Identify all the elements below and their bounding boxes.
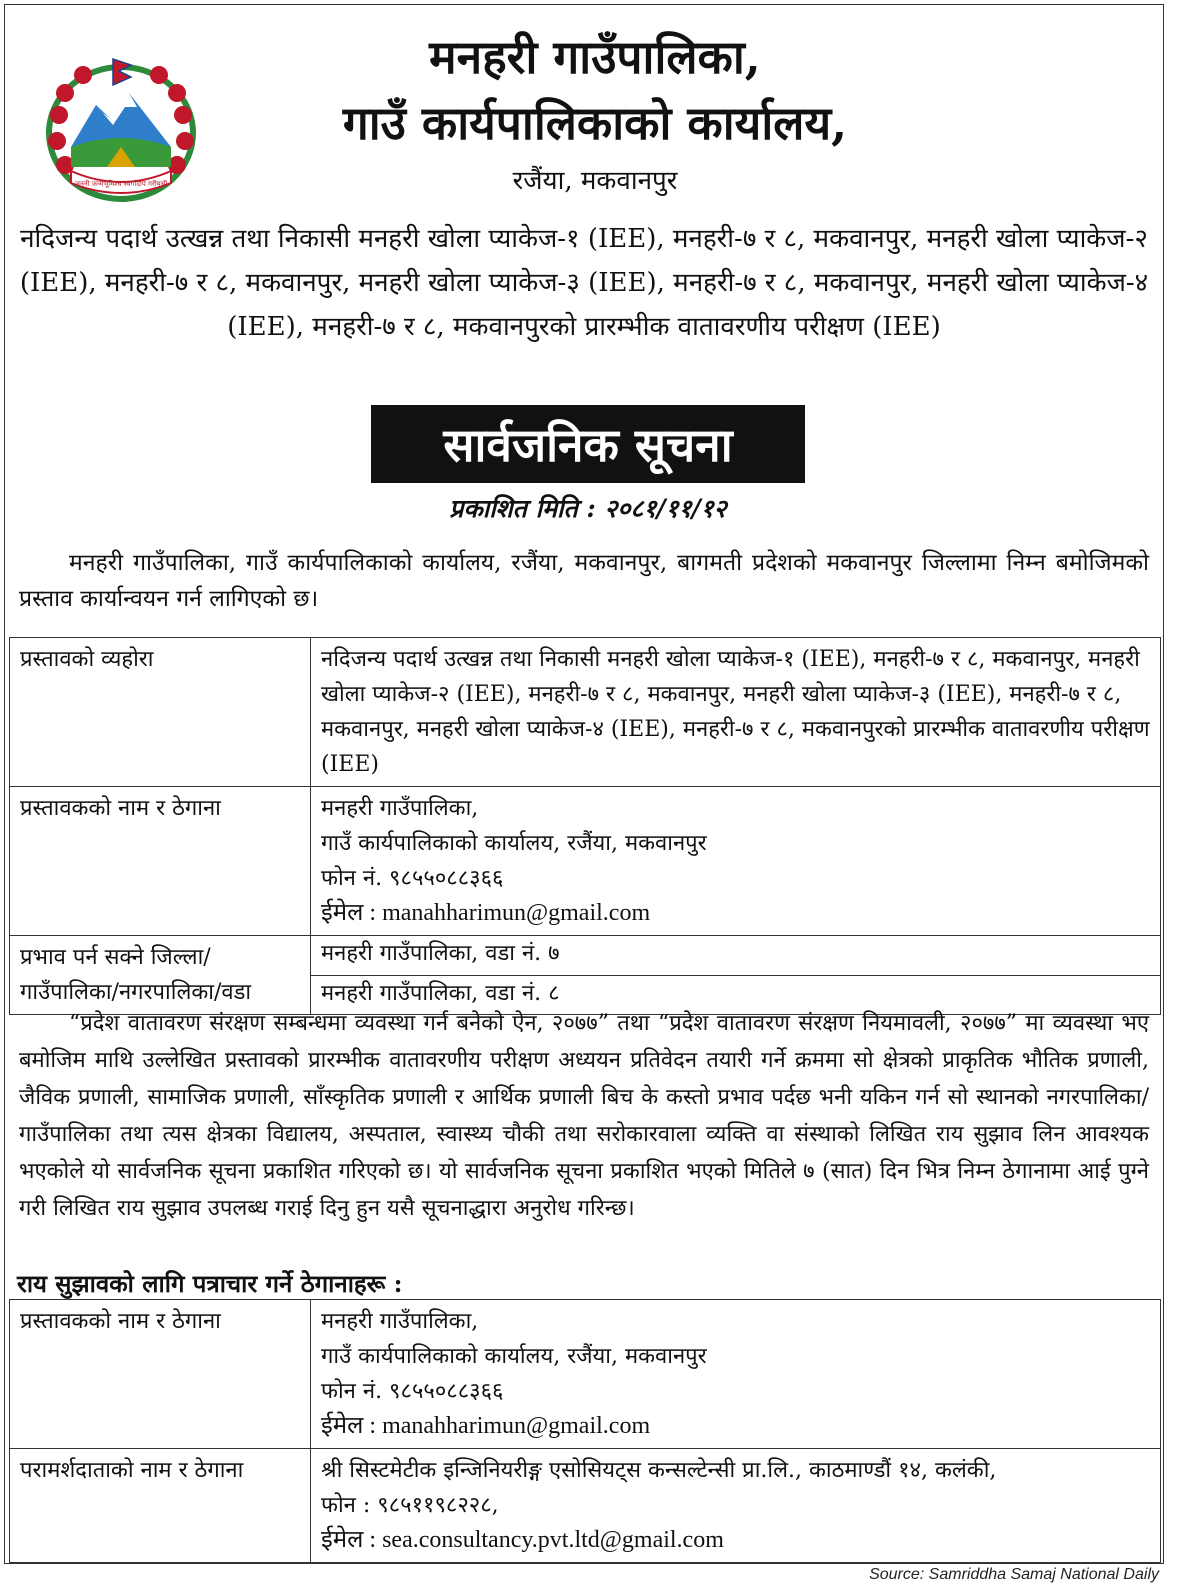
proponent-name: मनहरी गाउँपालिका, bbox=[321, 1309, 479, 1334]
consultant-label: परामर्शदाताको नाम र ठेगाना bbox=[10, 1449, 311, 1563]
source-credit: Source: Samriddha Samaj National Daily bbox=[869, 1566, 1159, 1583]
proposal-description-value: नदिजन्य पदार्थ उत्खन्न तथा निकासी मनहरी खोला प्याकेज-१ (IEE), मनहरी-७ र ८, मकवानपुर, मनहरी खोला प्याकेज-२ (IEE), मनहरी-७ र ८, मकवानपुर, मनहरी खोला प्याकेज-३ (IEE), मनहरी-७ र ८, मकवानपुर, मनहरी खोला प्याकेज-४ (IEE), मनहरी-७ र ८, मकवानपुरको प्रारम्भीक वातावरणीय परीक्षण (IEE) bbox=[311, 638, 1161, 787]
office-address: रजैंया, मकवानपुर bbox=[512, 166, 678, 196]
notice-page bbox=[4, 4, 1164, 1564]
correspondence-table bbox=[9, 1299, 1161, 1563]
emblem-motto: जननी जन्मभूमिश्च स्वर्गादपि गरीयसी bbox=[74, 180, 168, 188]
proposal-description-label: प्रस्तावको व्यहोरा bbox=[10, 638, 311, 787]
table-row bbox=[10, 787, 1161, 936]
municipality-title: मनहरी गाउँपालिका, bbox=[429, 30, 761, 84]
proponent-label: प्रस्तावकको नाम र ठेगाना bbox=[10, 787, 311, 936]
proposal-info-table bbox=[9, 637, 1161, 1015]
proponent-office: गाउँ कार्यपालिकाको कार्यालय, रजैंया, मकवानपुर bbox=[321, 831, 707, 856]
correspondence-heading: राय सुझावको लागि पत्राचार गर्ने ठेगानाहरू : bbox=[17, 1269, 403, 1298]
proponent-value bbox=[311, 787, 1161, 936]
project-title: नदिजन्य पदार्थ उत्खन्न तथा निकासी मनहरी खोला प्याकेज-१ (IEE), मनहरी-७ र ८, मकवानपुर, मनहरी खोला प्याकेज-२ (IEE), मनहरी-७ र ८, मकवानपुर, मनहरी खोला प्याकेज-३ (IEE), मनहरी-७ र ८, मकवानपुर, मनहरी खोला प्याकेज-४ (IEE), मनहरी-७ र ८, मकवानपुरको प्रारम्भीक वातावरणीय परीक्षण (IEE) bbox=[19, 224, 1149, 342]
proponent-value bbox=[311, 1300, 1161, 1449]
consultant-email: ईमेल : sea.consultancy.pvt.ltd@gmail.com bbox=[321, 1527, 724, 1553]
consultant-name: श्री सिस्टमेटीक इन्जिनियरीङ्ग एसोसियट्स कन्सल्टेन्सी प्रा.लि., काठमाण्डौं १४, कलंकी, bbox=[321, 1458, 997, 1483]
proponent-email: ईमेल : manahharimun@gmail.com bbox=[321, 1413, 651, 1439]
table-row bbox=[10, 1300, 1161, 1449]
affected-area-label-line2: गाउँपालिका/नगरपालिका/वडा bbox=[20, 980, 252, 1005]
nepal-emblem-icon bbox=[41, 55, 201, 205]
table-row bbox=[10, 638, 1161, 787]
proponent-email: ईमेल : manahharimun@gmail.com bbox=[321, 900, 651, 926]
proponent-phone: फोन नं. ९८५५०८८३६६ bbox=[321, 1379, 504, 1404]
main-paragraph: “प्रदेश वातावरण संरक्षण सम्बन्धमा व्यवस्था गर्न बनेको ऐन, २०७७” तथा “प्रदेश वातावरण संरक्षण नियमावली, २०७७” मा व्यवस्था भए बमोजिम माथि उल्लेखित प्रस्तावको प्रारम्भीक वातावरणीय परीक्षण अध्ययन प्रतिवेदन तयारी गर्ने क्रममा सो क्षेत्रको प्राकृतिक भौतिक प्रणाली, जैविक प्रणाली, सामाजिक प्रणाली, साँस्कृतिक प्रणाली र आर्थिक प्रणाली बिच के कस्तो प्रभाव पर्दछ भनी यकिन गर्न सो स्थानको नगरपालिका/गाउँपालिका तथा त्यस क्षेत्रका विद्यालय, अस्पताल, स्वास्थ्य चौकी तथा सरोकारवाला व्यक्ति वा संस्थाको लिखित राय सुझाव लिन आवश्यक भएकोले यो सार्वजनिक सूचना प्रकाशित गरिएको छ। यो सार्वजनिक सूचना प्रकाशित भएको मितिले ७ (सात) दिन भित्र निम्न ठेगानामा आई पुग्ने गरी लिखित राय सुझाव उपलब्ध गराई दिनु हुन यसै सूचनाद्धारा अनुरोध गरिन्छ। bbox=[19, 1011, 1149, 1221]
proponent-phone: फोन नं. ९८५५०८८३६६ bbox=[321, 866, 504, 891]
notice-title: सार्वजनिक सूचना bbox=[371, 405, 805, 483]
table-row bbox=[10, 936, 1161, 976]
consultant-value bbox=[311, 1449, 1161, 1563]
consultant-phone: फोन : ९८५११९८२२८, bbox=[321, 1493, 499, 1518]
office-title: गाउँ कार्यपालिकाको कार्यालय, bbox=[342, 96, 848, 150]
affected-ward-8: मनहरी गाउँपालिका, वडा नं. ८ bbox=[311, 975, 1161, 1015]
affected-area-label bbox=[10, 936, 311, 1015]
affected-ward-7: मनहरी गाउँपालिका, वडा नं. ७ bbox=[311, 936, 1161, 976]
proponent-label: प्रस्तावकको नाम र ठेगाना bbox=[10, 1300, 311, 1449]
published-date: प्रकाशित मिति : २०८१/११/१२ bbox=[449, 494, 727, 523]
affected-area-label-line1: प्रभाव पर्न सक्ने जिल्ला/ bbox=[20, 945, 211, 970]
intro-paragraph: मनहरी गाउँपालिका, गाउँ कार्यपालिकाको कार्यालय, रजैंया, मकवानपुर, बागमती प्रदेशको मकवानपुर जिल्लामा निम्न बमोजिमको प्रस्ताव कार्यान्वयन गर्न लागिएको छ। bbox=[19, 550, 1149, 612]
proponent-name: मनहरी गाउँपालिका, bbox=[321, 796, 479, 821]
proponent-office: गाउँ कार्यपालिकाको कार्यालय, रजैंया, मकवानपुर bbox=[321, 1344, 707, 1369]
table-row bbox=[10, 1449, 1161, 1563]
